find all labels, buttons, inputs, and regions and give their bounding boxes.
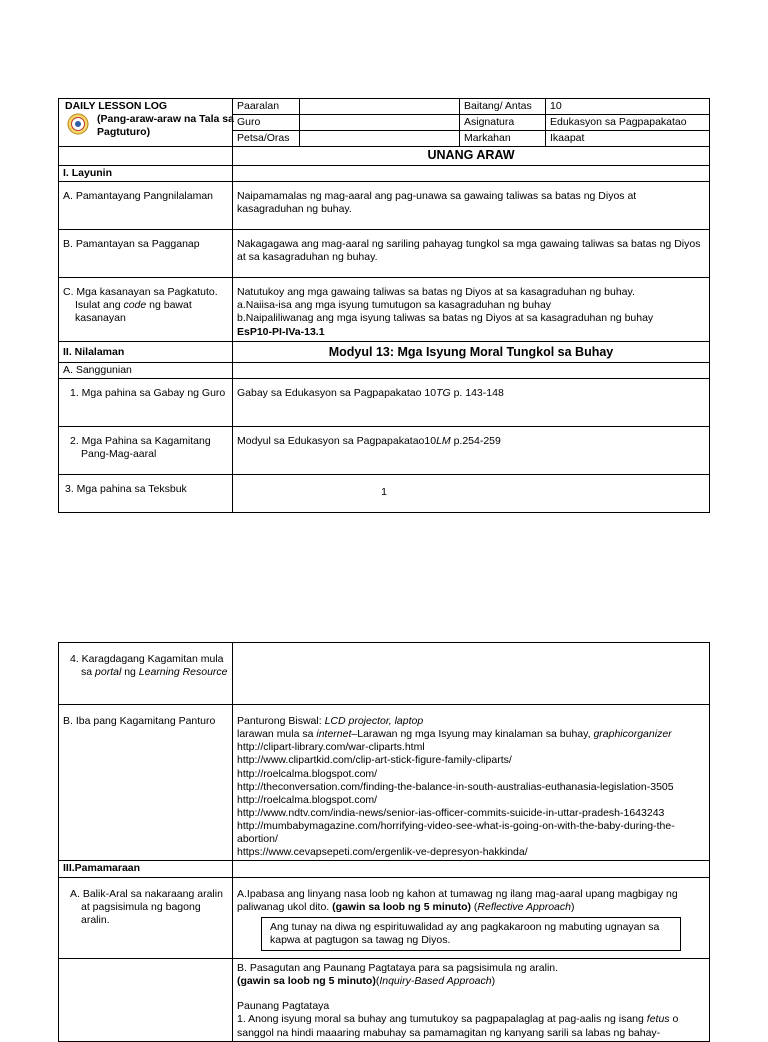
objective-a-text: Naipamamalas ng mag-aaral ang pag-unawa sa gawaing taliwas sa batas ng Diyos at kasagraduhan ng buhay. [233,182,710,230]
header-value-quarter: Ikaapat [546,131,710,147]
objective-c-code: EsP10-PI-IVa-13.1 [237,325,325,338]
procedure-a-label [59,877,233,959]
materials-line2-em2: graphicorganizer [593,728,672,741]
materials-link[interactable]: http://mumbabymagazine.com/horrifying-video-see-what-is-going-on-with-the-baby-during-the-abortion/ [237,820,675,846]
objective-b-label: B. Pamantayan sa Pagganap [59,230,233,278]
procedure-a-approach: Reflective Approach [477,900,571,913]
materials-link[interactable]: http://roelcalma.blogspot.com/ [237,767,378,780]
reference-4-label-em2: Learning Resource [138,666,228,679]
procedure-b-time: (gawin sa loob ng 5 minuto) [237,975,376,988]
reference-1-label [59,378,233,426]
materials-text [233,705,710,861]
quiz-question-1-em: fetus [646,1013,670,1026]
header-label-teacher: Guro [233,115,300,131]
materials-label: B. Iba pang Kagamitang Panturo [59,705,233,861]
section-layunin: I. Layunin [59,166,233,182]
procedure-b-paren-close: ) [491,975,496,988]
header-label-grade: Baitang/ Antas [460,99,546,115]
reference-4-label-em1: portal [95,666,122,679]
materials-line2-em: internet [316,728,352,741]
objective-c-label-code: code [123,299,147,312]
reference-3-label: 3. Mga pahina sa Teksbuk [59,474,233,512]
reference-2-text [233,426,710,474]
header-value-school [300,99,460,115]
section-pamamaraan: III.Pamamaraan [59,861,233,877]
quiz-question-1 [237,1013,705,1039]
procedure-a-paragraph [237,888,705,914]
materials-line2-pre: larawan mula sa [237,728,317,741]
reference-4-label [59,643,233,705]
reference-4-label-text [65,653,228,679]
objective-b-text: Nakagagawa ang mag-aaral ng sariling pahayag tungkol sa mga gawaing taliwas sa batas ng Diyos at sa kasagraduhan ng buhay. [233,230,710,278]
lesson-log-table-page2 [58,642,710,1042]
procedure-b-line: B. Pasagutan ang Paunang Pagtataya para sa pagsisimula ng aralin. [237,962,559,974]
reference-1-em: TG [436,386,451,399]
materials-link[interactable]: http://roelcalma.blogspot.com/ [237,793,378,806]
objective-c-label-line1: C. Mga kasanayan sa Pagkatuto. [63,286,218,299]
materials-link[interactable]: http://theconversation.com/finding-the-balance-in-south-australias-euthanasia-legislation-3505 [237,780,674,793]
procedure-b-text [233,959,710,1042]
objective-c-line3: b.Naipaliliwanag ang mga isyung taliwas sa batas ng Diyos at sa kasagraduhan ng buhay [237,312,654,325]
materials-line2 [237,728,705,741]
header-value-grade: 10 [546,99,710,115]
reference-1-label-text: 1. Mga pahina sa Gabay ng Guro [70,386,226,399]
procedure-a-instruction: A.Ipabasa ang linyang nasa loob ng kahon at tumawag ng ilang mag-aaral upang magbigay ng paliwanag ukol dito. [237,887,678,913]
empty-cell [59,147,233,166]
header-value-subject: Edukasyon sa Pagpapakatao [546,115,710,131]
deped-seal-icon [67,113,89,135]
procedure-a-label-text: A. Balik-Aral sa nakaraang aralin at pagsisimula ng bagong aralin. [70,887,223,926]
objective-c-label-line2 [63,299,228,325]
reference-4-label-pre: 4. Karagdagang Kagamitan mula sa [70,653,224,679]
procedure-b-time-line [237,975,705,988]
document-subtitle: (Pang-araw-araw na Tala sa Pagtuturo) [97,113,234,139]
reference-4-text [233,643,710,705]
header-label-school: Paaralan [233,99,300,115]
empty-cell [233,166,710,182]
header-title-cell [59,99,233,147]
reference-1-post: p. 143-148 [450,386,504,399]
section-sanggunian: A. Sanggunian [59,362,233,378]
day-title: UNANG ARAW [233,147,710,166]
objective-c-text [233,278,710,342]
procedure-a-text [233,877,710,959]
quiz-title: Paunang Pagtataya [237,1000,330,1013]
materials-line2-mid: –Larawan ng mga Isyung may kinalaman sa buhay, [351,728,594,741]
quiz-question-1-post: o sanggol na hindi maaaring mabuhay sa pamamagitan ng kanyang sarili sa labas ng bahay- [237,1013,679,1039]
page-number: 1 [381,486,387,498]
reference-1-text [233,378,710,426]
header-label-quarter: Markahan [460,131,546,147]
materials-line1 [237,715,705,728]
reference-2-pre: Modyul sa Edukasyon sa Pagpapakatao10 [237,434,437,447]
materials-line1-em: LCD projector, laptop [324,715,424,727]
header-label-date: Petsa/Oras [233,131,300,147]
materials-link[interactable]: http://www.ndtv.com/india-news/senior-ias-officer-commits-suicide-in-uttar-pradesh-1643243 [237,806,665,819]
lesson-log-table-page1 [58,98,710,513]
procedure-a-paren-close: ) [570,900,575,913]
reference-4-label-mid: ng [121,666,139,679]
header-value-date [300,131,460,147]
objective-a-label: A. Pamantayang Pangnilalaman [59,182,233,230]
reference-2-label-text: 2. Mga Pahina sa Kagamitang Pang-Mag-aaral [70,434,211,460]
objective-c-label [59,278,233,342]
document-title: DAILY LESSON LOG [65,100,168,112]
quote-box: Ang tunay na diwa ng espirituwalidad ay ang pagkakaroon ng mabuting ugnayan sa kapwa at pagtugon sa tawag ng Diyos. [261,917,681,951]
procedure-b-approach: Inquiry-Based Approach [379,975,492,988]
objective-c-line2: a.Naiisa-isa ang mga isyung tumutugon sa kasagraduhan ng buhay [237,299,552,312]
materials-link[interactable]: http://www.clipartkid.com/clip-art-stick-figure-family-cliparts/ [237,754,512,767]
materials-link[interactable]: https://www.cevapsepeti.com/ergenlik-ve-depresyon-hakkinda/ [237,846,528,859]
empty-cell [233,861,710,877]
objective-c-label-text2: ng bawat kasanayan [75,299,192,325]
section-nilalaman: II. Nilalaman [59,342,233,363]
procedure-a-time: (gawin sa loob ng 5 minuto) [332,900,471,913]
reference-2-post: p.254-259 [450,434,501,447]
materials-line1-pre: Panturong Biswal: [237,715,325,727]
quiz-question-1-pre: 1. Anong isyung moral sa buhay ang tumutukoy sa pagpapalaglag at pag-aalis ng isang [237,1013,647,1026]
procedure-a-paren-open: ( [470,900,478,913]
materials-link[interactable]: http://clipart-library.com/war-cliparts.html [237,741,425,754]
empty-cell [233,362,710,378]
procedure-b-paren-open: ( [375,975,380,988]
reference-2-label [59,426,233,474]
empty-cell [59,959,233,1042]
module-title: Modyul 13: Mga Isyung Moral Tungkol sa Buhay [233,342,710,363]
header-label-subject: Asignatura [460,115,546,131]
reference-1-pre: Gabay sa Edukasyon sa Pagpapakatao 10 [237,386,437,399]
reference-2-em: LM [436,434,451,447]
objective-c-label-text: Isulat ang [75,299,124,312]
header-value-teacher [300,115,460,131]
objective-c-line1: Natutukoy ang mga gawaing taliwas sa batas ng Diyos at sa kasagraduhan ng buhay. [237,286,635,299]
